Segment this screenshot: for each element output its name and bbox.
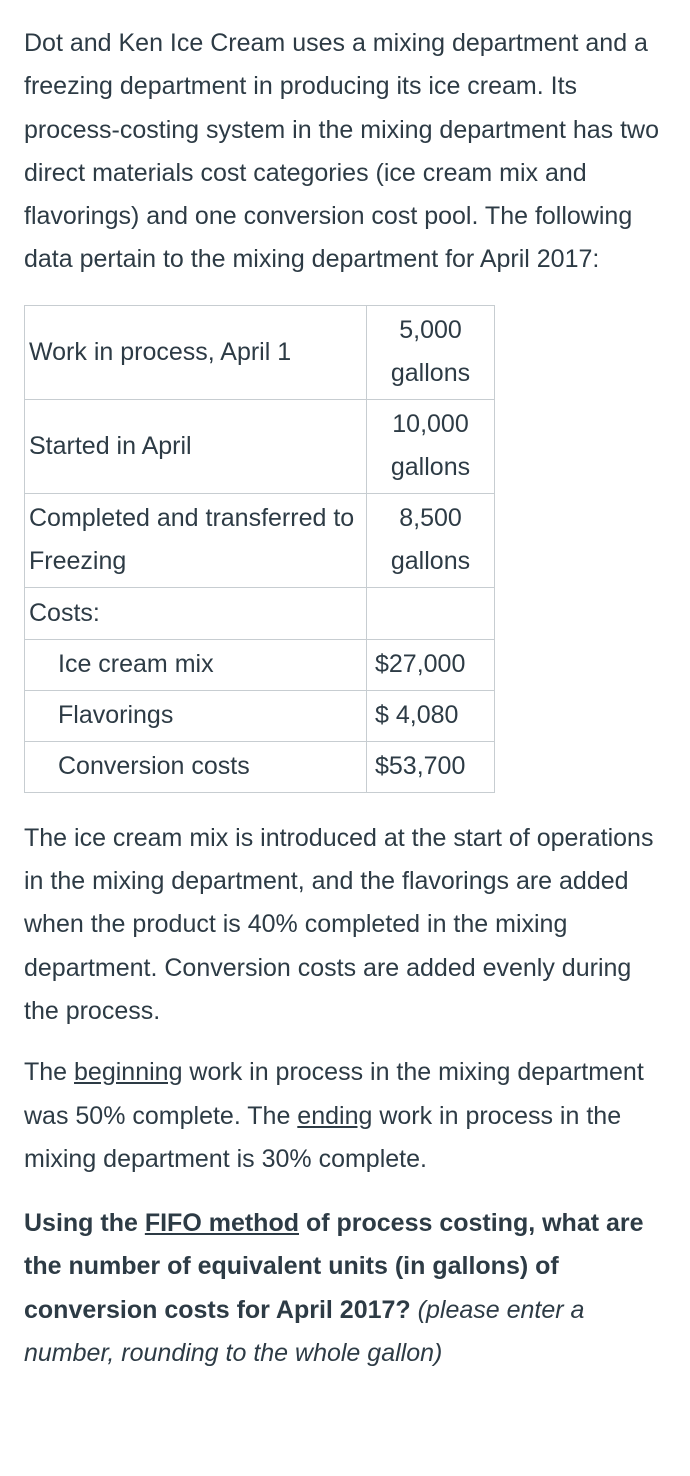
- table-row: [25, 741, 495, 792]
- cost-value: $ 4,080: [367, 690, 495, 741]
- cost-label: Ice cream mix: [25, 639, 367, 690]
- table-row: [25, 690, 495, 741]
- completion-text: The: [24, 1058, 75, 1087]
- row-label: Started in April: [25, 399, 367, 493]
- completion-text: work in process in the mixing department is 30% complete.: [24, 1101, 622, 1173]
- table-row: [25, 305, 495, 399]
- answer-hint: (please enter a number, rounding to the whole gallon): [24, 1295, 585, 1368]
- empty-cell: [367, 587, 495, 639]
- row-value: [367, 399, 495, 493]
- completion-paragraph: [24, 1051, 666, 1181]
- row-label: Work in process, April 1: [25, 305, 367, 399]
- row-value-number: 5,000: [399, 316, 462, 345]
- question-paragraph: [24, 1202, 666, 1375]
- table-row: [25, 493, 495, 587]
- beginning-underlined: beginning: [74, 1058, 183, 1087]
- completion-text: work in process in the mixing department was 50% complete. The: [24, 1058, 644, 1130]
- table-row-costs-header: [25, 587, 495, 639]
- row-value-unit: gallons: [390, 547, 471, 576]
- ending-underlined: ending: [297, 1101, 373, 1130]
- intro-paragraph: Dot and Ken Ice Cream uses a mixing department and a freezing department in producing its ice cream. Its process-costing system in the mixing department has two direct materials cost categories (ice cream mix and flavorings) and one conversion cost pool. The following data pertain to the mixing department for April 2017:: [24, 29, 659, 274]
- costs-header: Costs:: [25, 587, 367, 639]
- fifo-method-underlined: FIFO method: [144, 1209, 299, 1238]
- cost-value: $53,700: [367, 741, 495, 792]
- cost-value: $27,000: [367, 639, 495, 690]
- table-row: [25, 399, 495, 493]
- row-value: [367, 493, 495, 587]
- cost-label: Flavorings: [25, 690, 367, 741]
- row-value-number: 8,500: [399, 504, 462, 533]
- row-value-unit: gallons: [390, 453, 471, 482]
- row-label: Completed and transferred to Freezing: [25, 493, 367, 587]
- row-value-number: 10,000: [392, 410, 469, 439]
- cost-label: Conversion costs: [25, 741, 367, 792]
- materials-paragraph: The ice cream mix is introduced at the start of operations in the mixing department, and the flavorings are added when the product is 40% completed in the mixing department. Conversion costs are added evenly during the process.: [24, 823, 654, 1025]
- row-value-unit: gallons: [390, 359, 471, 388]
- department-data-table: [24, 305, 495, 793]
- row-value: [367, 305, 495, 399]
- question-text: of process costing, what are the number of equivalent units (in gallons) of conversion costs for April 2017?: [24, 1209, 644, 1324]
- question-text: Using the: [24, 1209, 145, 1238]
- table-row: [25, 639, 495, 690]
